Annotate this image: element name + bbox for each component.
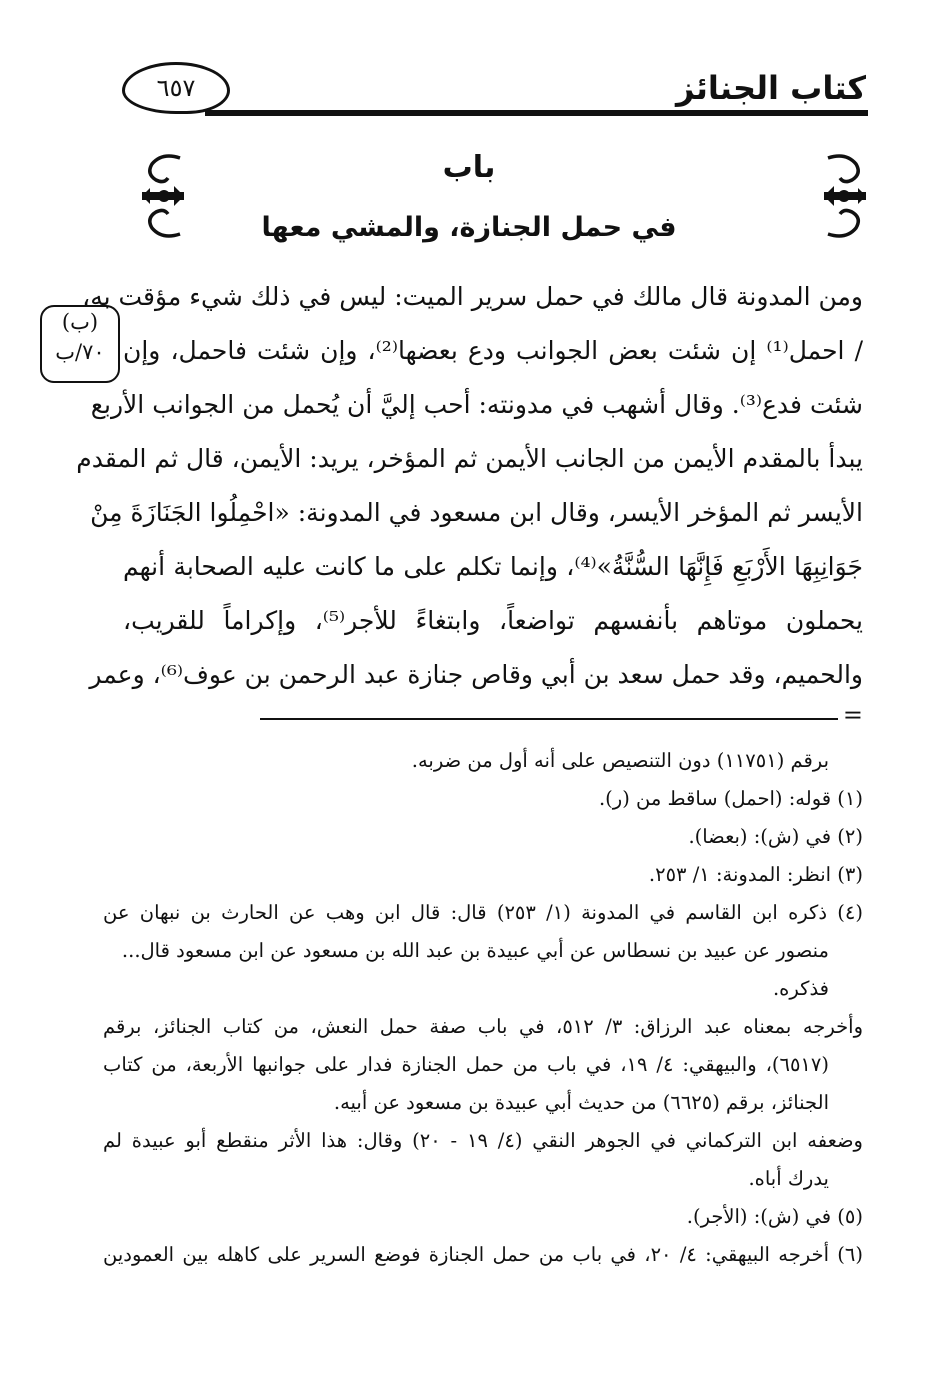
- running-header-title: كتاب الجنائز: [675, 69, 866, 107]
- footnote-line: الجنائز، برقم (٦٦٢٥) من حديث أبي عبيدة بن مسعود عن أبيه.: [333, 1091, 829, 1114]
- body-line: ومن المدونة قال مالك في حمل سرير الميت: ليس في ذلك شيء مؤقت به،: [82, 282, 863, 311]
- footnotes: [103, 742, 863, 1274]
- footnote-line: يدرك أباه.: [748, 1167, 829, 1190]
- footnote-line: وضعفه ابن التركماني في الجوهر النقي (٤/ ١٩ - ٢٠) وقال: هذا الأثر منقطع أبو عبيدة لم: [103, 1129, 863, 1152]
- footnote-line: فذكره.: [772, 977, 829, 1000]
- footnote-4: (٤) ذكره ابن القاسم في المدونة (١/ ٢٥٣) قال: قال ابن وهب عن الحارث بن نبهان عن: [103, 901, 863, 924]
- footnote-separator: [260, 718, 838, 720]
- page-number: ٦٥٧: [156, 74, 196, 102]
- header-rule: [205, 110, 868, 116]
- page-number-frame: [122, 62, 230, 114]
- footnote-continuation-marker: =: [842, 701, 863, 729]
- footnote-5: (٥) في (ش): (الأجر).: [686, 1205, 863, 1228]
- footnote-line: وأخرجه بمعناه عبد الرزاق: ٣/ ٥١٢، في باب صفة حمل النعش، من كتاب الجنائز، برقم: [103, 1015, 864, 1038]
- chapter-label: باب: [442, 150, 496, 185]
- body-line: جَوَانِبِهَا الأَرْبَعِ فَإِنَّهَا السُّنَّةُ»⁽⁴⁾، وإنما تكلم على ما كانت عليه الصحابة أنهم: [123, 552, 863, 581]
- footnote-6: (٦) أخرجه البيهقي: ٤/ ٢٠، في باب من حمل الجنازة فوضع السرير على كاهله بين العمودين: [103, 1243, 863, 1266]
- body-line: يبدأ بالمقدم الأيمن من الجانب الأيمن ثم المؤخر، يريد: الأيمن، قال ثم المقدم: [76, 444, 863, 473]
- folio-note-line-1: (ب): [61, 310, 99, 334]
- footnote-line: (٦٥١٧)، والبيهقي: ٤/ ١٩، في باب من حمل الجنازة فدار على جوانبها الأربعة، من كتاب: [103, 1053, 829, 1076]
- footnote-3: (٣) انظر: المدونة: ١/ ٢٥٣.: [648, 863, 863, 886]
- footnote-1: (١) قوله: (احمل) ساقط من (ر).: [598, 787, 863, 810]
- footnote-line: منصور عن عبيد بن نسطاس عن أبي عبيدة بن عبد الله بن مسعود عن ابن مسعود قال...: [121, 939, 829, 962]
- body-line: شئت فدع⁽³⁾. وقال أشهب في مدونته: أحب إليَّ أن يُحمل من الجوانب الأربع: [90, 390, 863, 419]
- body-line: والحميم، وقد حمل سعد بن أبي وقاص جنازة عبد الرحمن بن عوف⁽⁶⁾، وعمر: [89, 660, 863, 689]
- chapter-title: في حمل الجنازة، والمشي معها: [261, 212, 677, 243]
- body-line: / احمل⁽¹⁾ إن شئت بعض الجوانب ودع بعضها⁽²⁾، وإن شئت فاحمل، وإن: [123, 336, 863, 365]
- folio-note-line-2: ٧٠/ب: [55, 340, 105, 364]
- body-line: الأيسر ثم المؤخر الأيسر، وقال ابن مسعود في المدونة: «احْمِلُوا الجَنَازَةَ مِنْ: [90, 498, 863, 527]
- body-line: يحملون موتاهم بأنفسهم تواضعاً، وابتغاءً للأجر⁽⁵⁾، وإكراماً للقريب،: [123, 606, 863, 635]
- footnote-2: (٢) في (ش): (بعضا).: [688, 825, 863, 848]
- footnote-line: برقم (١١٧٥١) دون التنصيص على أنه أول من ضربه.: [411, 749, 829, 772]
